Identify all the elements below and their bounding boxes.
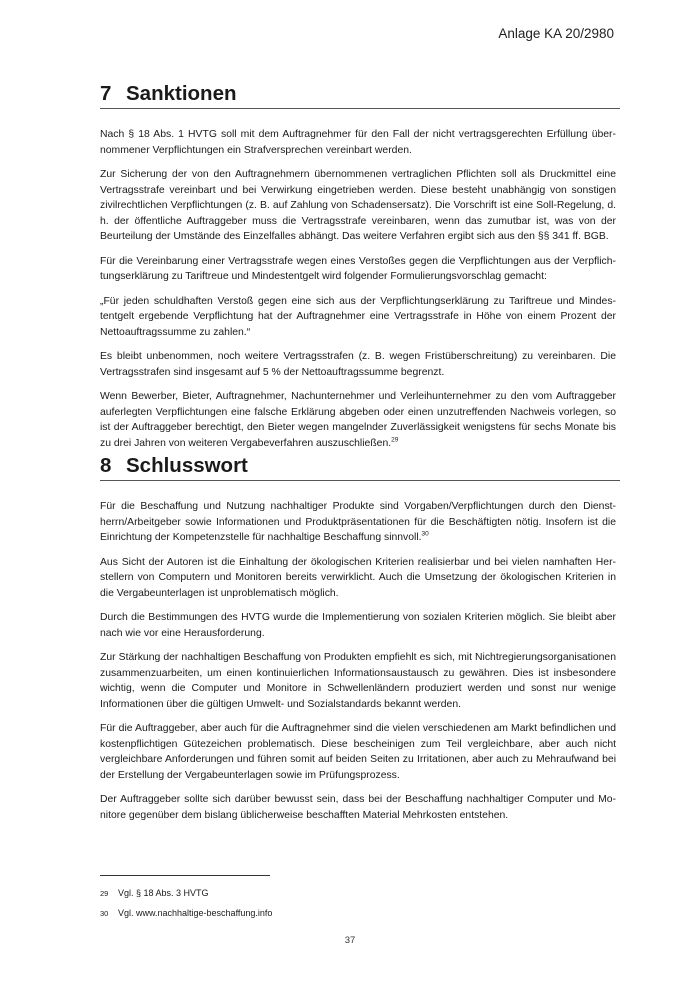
- paragraph: Es bleibt unbenommen, noch weitere Vertragsstrafen (z. B. wegen Fristüberschreitung) zu vereinbaren. Die Vertragsstrafen sind insgesamt auf 5 % der Nettoauftragssumme begrenzt.: [100, 351, 616, 378]
- section-8-heading: [100, 454, 620, 481]
- footnotes: [100, 887, 616, 927]
- footnote-ref-30: 30: [421, 530, 429, 538]
- paragraph-with-footnote: [100, 499, 616, 546]
- paragraph: Durch die Bestimmungen des HVTG wurde die Implementierung von sozialen Kriterien möglich. Sie bleibt aber nach wie vor eine Herausforderung.: [100, 612, 616, 639]
- footnote-text: Vgl. www.nachhaltige-beschaffung.info: [118, 908, 273, 918]
- footnote-number: 29: [100, 889, 109, 898]
- section-7-title: Sanktionen: [126, 82, 237, 105]
- paragraph: Aus Sicht der Autoren ist die Einhaltung der ökologischen Kriterien realisierbar und bei vielen namhaften Herstellern von Computern und Monitoren bereits verwirklicht. Auch die Umsetzung der ökologischen Kriterien in die Vergabeunterlagen ist unproblematisch möglich.: [100, 556, 616, 599]
- footnote-text: Vgl. § 18 Abs. 3 HVTG: [118, 888, 209, 898]
- quoted-paragraph: „Für jeden schuldhaften Verstoß gegen eine sich aus der Verpflichtungserklärung zu Tariftreue und Mindestentgelt ergebende Verpflichtung hat der Auftragnehmer eine Vertragsstrafe in Höhe von einem Prozent der Nettoauftragssumme zu zahlen.“: [100, 295, 616, 338]
- paragraph: Zur Sicherung der von den Auftragnehmern übernommenen vertraglichen Pflichten soll als Druckmittel eine Vertragsstrafe vereinbart und bei Verwirkung eingetrieben werden. Diese besteht unabhängig von sonstigen zivilrechtlichen Verpflichtungen (z. B. auf Zahlung von Schadensersatz). Die Vorschrift ist eine Soll-Regelung, d. h. der öffentliche Auftraggeber muss die Vertragsstrafe vereinbaren, wenn das zumutbar ist, was von der Beurteilung der Umstände des Einzelfalles abhängt. Das weitere Verfahren ergibt sich aus den §§ 341 ff. BGB.: [100, 169, 616, 242]
- section-8-number: 8: [100, 454, 112, 477]
- page-number: 37: [344, 935, 356, 946]
- paragraph: Für die Vereinbarung einer Vertragsstrafe wegen eines Verstoßes gegen die Verpflichtungen aus der Verpflichtungserklärung zu Tariftreue und Mindestentgelt wird folgender Formulierungsvorschlag gemacht:: [100, 255, 616, 282]
- footnote-29: [100, 887, 616, 900]
- paragraph: Der Auftraggeber sollte sich darüber bewusst sein, dass bei der Beschaffung nachhaltiger Computer und Monitore gegenüber dem bislang üblicherweise beschafften Material Mehrkosten entstehen.: [100, 794, 616, 821]
- paragraph-text: Wenn Bewerber, Bieter, Auftragnehmer, Nachunternehmer und Verleihunternehmer zu den vom Auftraggeber auferlegten Verpflichtungen eine falsche Erklärung abgeben oder einen unzutreffenden Nachweis vorlegen, so ist der Auftraggeber berechtigt, den Bieter wegen mangelnder Zuverlässigkeit wenigstens für sechs Monate bis zu drei Jahren von weiteren Vergabeverfahren auszuschließen.: [100, 391, 616, 449]
- footnote-ref-29: 29: [391, 436, 399, 444]
- footnote-number: 30: [100, 909, 109, 918]
- paragraph-with-footnote: [100, 389, 616, 451]
- paragraph-text: Für die Beschaffung und Nutzung nachhaltiger Produkte sind Vorgaben/Verpflichtungen durch den Dienstherrn/Arbeitgeber sowie Informationen und Produktpräsentationen für die Beschäftigten nötig. Insofern ist die Einrichtung der Kompetenzstelle für nachhaltige Beschaffung sinnvoll.: [100, 501, 616, 543]
- section-7-body: [100, 127, 616, 460]
- footnote-30: [100, 907, 616, 920]
- document-reference: Anlage KA 20/2980: [498, 26, 614, 41]
- section-8-body: [100, 499, 616, 832]
- footnote-divider: [100, 875, 270, 876]
- paragraph: Zur Stärkung der nachhaltigen Beschaffung von Produkten empfiehlt es sich, mit Nichtregierungsorganisationen zusammenzuarbeiten, um einen kontinuierlichen Informationsaustausch zu gewähren. Dies ist insbesondere wichtig, wenn die Computer und Monitore in Schwellenländern produziert werden und sonst nur wenige Informationen über die gültigen Umwelt- und Sozialstandards bekannt werden.: [100, 652, 616, 710]
- paragraph: Nach § 18 Abs. 1 HVTG soll mit dem Auftragnehmer für den Fall der nicht vertragsgerechten Erfüllung übernommener Verpflichtungen ein Strafversprechen vereinbart werden.: [100, 129, 616, 156]
- section-7-heading: [100, 82, 620, 109]
- paragraph: Für die Auftraggeber, aber auch für die Auftragnehmer sind die vielen verschiedenen am Markt befindlichen und kostenpflichtigen Gütezeichen problematisch. Diese bescheinigen zum Teil vergleichbare, aber auch nicht vergleichbare Anforderungen und führen somit auf beiden Seiten zu Irritationen, aber auch zu Mehraufwand bei der Erstellung der Vergabeunterlagen sowie im Prüfungsprozess.: [100, 723, 616, 781]
- section-8-title: Schlusswort: [126, 454, 248, 477]
- section-7-number: 7: [100, 82, 112, 105]
